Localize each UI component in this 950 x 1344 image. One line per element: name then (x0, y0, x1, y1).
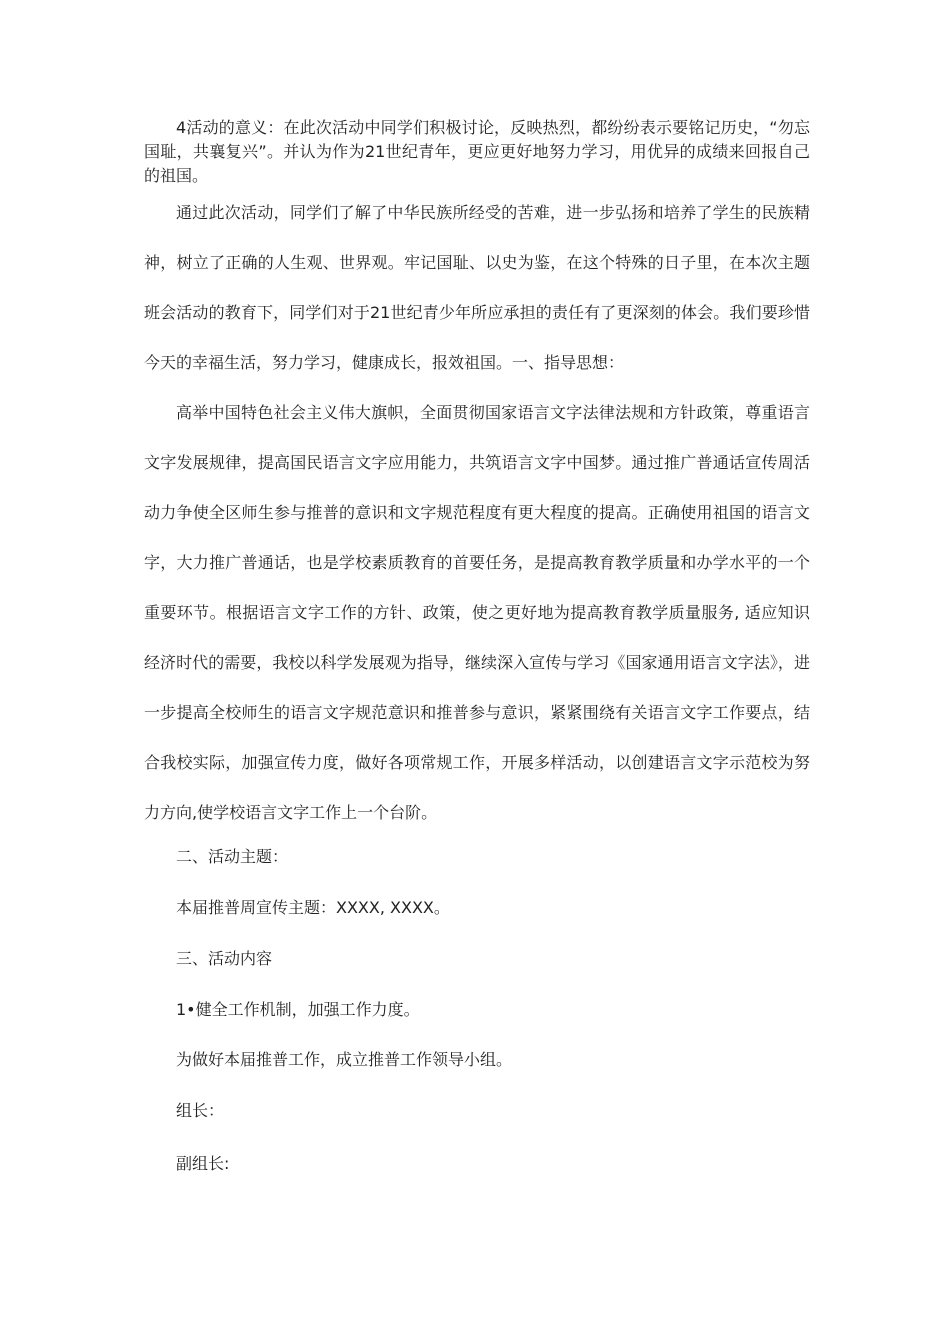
paragraph-activity-significance: 4活动的意义：在此次活动中同学们积极讨论，反映热烈，都纷纷表示要铭记历史，“勿忘国耻，共襄复兴”。并认为作为21世纪青年，更应更好地努力学习，用优异的成绩来回报自己的祖国。 (144, 118, 810, 185)
paragraph-guiding-ideology: 高举中国特色社会主义伟大旗帜，全面贯彻国家语言文字法律法规和方针政策，尊重语言文字发展规律，提高国民语言文字应用能力，共筑语言文字中国梦。通过推广普通话宣传周活动力争使全区师生参与推普的意识和文字规范程度有更大程度的提高。正确使用祖国的语言文字，大力推广普通话，也是学校素质教育的首要任务，是提高教育教学质量和办学水平的一个重要环节。根据语言文字工作的方针、政策，使之更好地为提高教育教学质量服务, 适应知识经济时代的需要，我校以科学发展观为指导，继续深入宣传与学习《国家通用语言文字法》，进一步提高全校师生的语言文字规范意识和推普参与意识，紧紧围绕有关语言文字工作要点，结合我校实际，加强宣传力度，做好各项常规工作，开展多样活动，以创建语言文字示范校为努力方向,使学校语言文字工作上一个台阶。 (144, 403, 810, 822)
paragraph-activity-summary: 通过此次活动，同学们了解了中华民族所经受的苦难，进一步弘扬和培养了学生的民族精神，树立了正确的人生观、世界观。牢记国耻、以史为鉴，在这个特殊的日子里，在本次主题班会活动的教育下，同学们对于21世纪青少年所应承担的责任有了更深刻的体会。我们要珍惜今天的幸福生活，努力学习，健康成长，报效祖国。一、指导思想： (144, 203, 810, 372)
heading-activity-theme: 二、活动主题： (176, 847, 289, 866)
paragraph-theme-text: 本届推普周宣传主题：XXXX, XXXX。 (176, 898, 450, 917)
paragraph-leading-group: 为做好本届推普工作，成立推普工作领导小组。 (176, 1050, 513, 1069)
label-vice-group-leader: 副组长: (176, 1154, 230, 1173)
label-group-leader: 组长： (176, 1101, 225, 1120)
heading-activity-content: 三、活动内容 (176, 949, 273, 968)
list-item-work-mechanism: 1•健全工作机制，加强工作力度。 (176, 1000, 420, 1019)
